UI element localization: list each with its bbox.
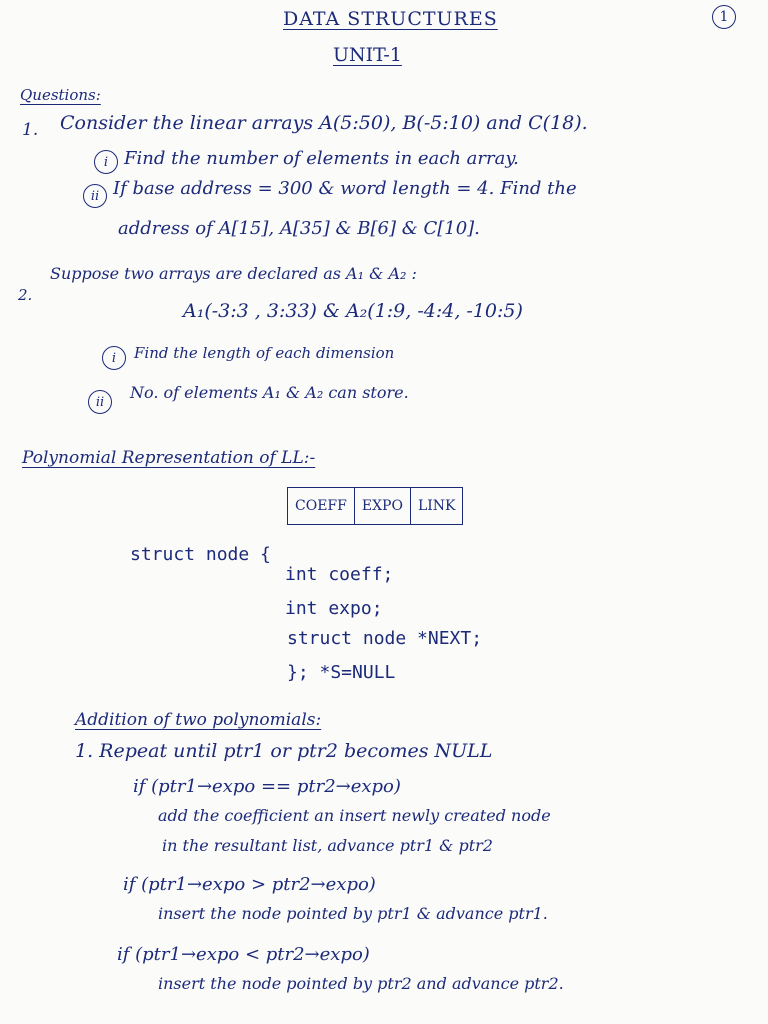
node-structure-box xyxy=(287,487,463,525)
algorithm-step-1: 1. Repeat until ptr1 or ptr2 becomes NULL xyxy=(75,740,493,762)
question-2-text: Suppose two arrays are declared as A₁ & A₂ : xyxy=(50,264,417,283)
case-3-action: insert the node pointed by ptr2 and advance ptr2. xyxy=(158,974,564,993)
node-field-coeff: COEFF xyxy=(295,498,347,514)
polynomial-heading: Polynomial Representation of LL:- xyxy=(22,448,316,468)
q2-part-i-text: Find the length of each dimension xyxy=(134,344,395,362)
questions-label: Questions: xyxy=(20,86,101,104)
page-number-badge xyxy=(712,5,736,29)
case-1-action: add the coefficient an insert newly created node xyxy=(158,806,551,825)
unit-heading: UNIT-1 xyxy=(333,44,402,66)
q1-part-ii-marker: ii xyxy=(83,184,107,208)
q2-part-ii-marker: ii xyxy=(88,390,112,414)
case-1-action-cont: in the resultant list, advance ptr1 & ptr2 xyxy=(162,836,493,855)
struct-line-2: int coeff; xyxy=(285,564,394,585)
question-2-declaration: A₁(-3:3 , 3:33) & A₂(1:9, -4:4, -10:5) xyxy=(183,300,523,322)
q1-part-i-text: Find the number of elements in each array. xyxy=(124,148,519,169)
addition-heading: Addition of two polynomials: xyxy=(75,710,322,730)
case-1-condition: if (ptr1→expo == ptr2→expo) xyxy=(133,776,401,797)
q1-part-ii-text: If base address = 300 & word length = 4. Find the xyxy=(113,178,577,199)
question-2-number: 2. xyxy=(18,286,33,304)
q1-part-i-marker: i xyxy=(94,150,118,174)
struct-line-5: }; *S=NULL xyxy=(287,662,396,683)
node-field-link: LINK xyxy=(410,488,463,524)
struct-line-3: int expo; xyxy=(285,598,383,619)
question-1-text: Consider the linear arrays A(5:50), B(-5:10) and C(18). xyxy=(60,112,588,134)
page-number: 1 xyxy=(719,9,729,25)
node-field-expo: EXPO xyxy=(354,488,410,524)
case-3-condition: if (ptr1→expo < ptr2→expo) xyxy=(117,944,370,965)
case-2-action: insert the node pointed by ptr1 & advance ptr1. xyxy=(158,904,548,923)
case-2-condition: if (ptr1→expo > ptr2→expo) xyxy=(123,874,376,895)
q2-part-i-marker: i xyxy=(102,346,126,370)
q1-part-ii-cont: address of A[15], A[35] & B[6] & C[10]. xyxy=(118,218,480,239)
page-title: DATA STRUCTURES xyxy=(283,8,498,30)
q2-part-ii-text: No. of elements A₁ & A₂ can store. xyxy=(130,383,409,402)
struct-line-1: struct node { xyxy=(130,544,271,565)
struct-line-4: struct node *NEXT; xyxy=(287,628,483,649)
question-1-number: 1. xyxy=(22,120,39,140)
